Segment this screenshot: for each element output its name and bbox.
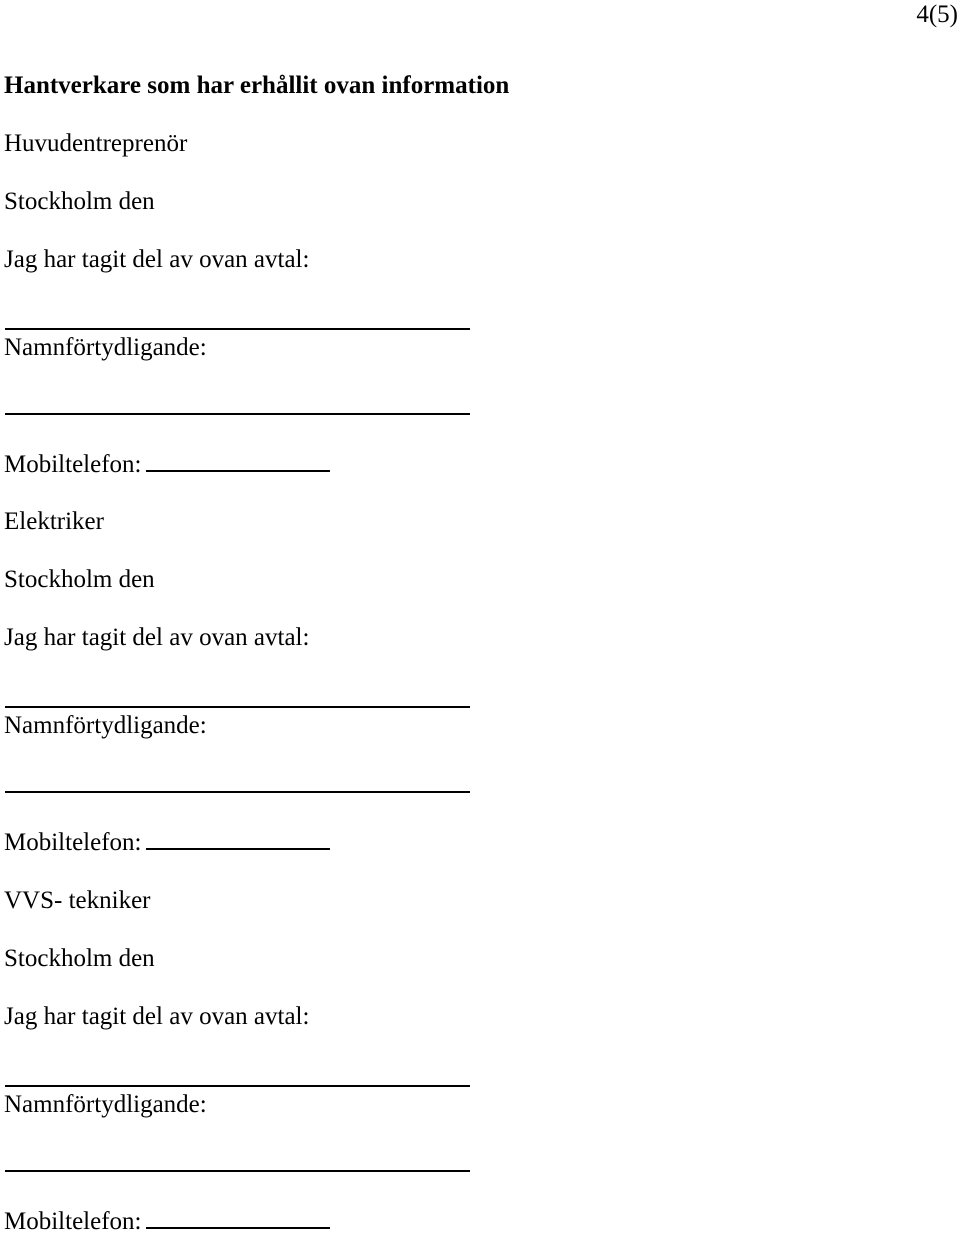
mobile-phone-label: Mobiltelefon: xyxy=(4,1208,142,1235)
role-title: VVS- tekniker xyxy=(4,887,151,914)
place-date-label: Stockholm den xyxy=(4,945,155,972)
signature-line xyxy=(5,1085,470,1087)
signature-section-plumbing-technician xyxy=(4,889,484,1235)
signature-line xyxy=(5,328,470,330)
role-title: Huvudentreprenör xyxy=(4,130,188,157)
agreement-statement: Jag har tagit del av ovan avtal: xyxy=(4,1003,310,1030)
place-date-label: Stockholm den xyxy=(4,188,155,215)
mobile-phone-line xyxy=(146,1227,330,1229)
page-number: 4(5) xyxy=(916,1,958,28)
role-title: Elektriker xyxy=(4,508,104,535)
signature-section-main-contractor xyxy=(4,132,484,478)
name-clarification-label: Namnförtydligande: xyxy=(4,1091,207,1118)
name-clarification-line xyxy=(5,791,470,793)
mobile-phone-field xyxy=(4,1210,330,1234)
mobile-phone-line xyxy=(146,848,330,850)
page-heading: Hantverkare som har erhållit ovan information xyxy=(4,72,510,99)
name-clarification-line xyxy=(5,413,470,415)
mobile-phone-field xyxy=(4,831,330,855)
mobile-phone-label: Mobiltelefon: xyxy=(4,451,142,478)
agreement-statement: Jag har tagit del av ovan avtal: xyxy=(4,624,310,651)
agreement-statement: Jag har tagit del av ovan avtal: xyxy=(4,246,310,273)
place-date-label: Stockholm den xyxy=(4,566,155,593)
mobile-phone-field xyxy=(4,453,330,477)
name-clarification-label: Namnförtydligande: xyxy=(4,334,207,361)
name-clarification-label: Namnförtydligande: xyxy=(4,712,207,739)
mobile-phone-label: Mobiltelefon: xyxy=(4,829,142,856)
mobile-phone-line xyxy=(146,470,330,472)
name-clarification-line xyxy=(5,1170,470,1172)
signature-section-electrician xyxy=(4,510,484,856)
signature-line xyxy=(5,706,470,708)
